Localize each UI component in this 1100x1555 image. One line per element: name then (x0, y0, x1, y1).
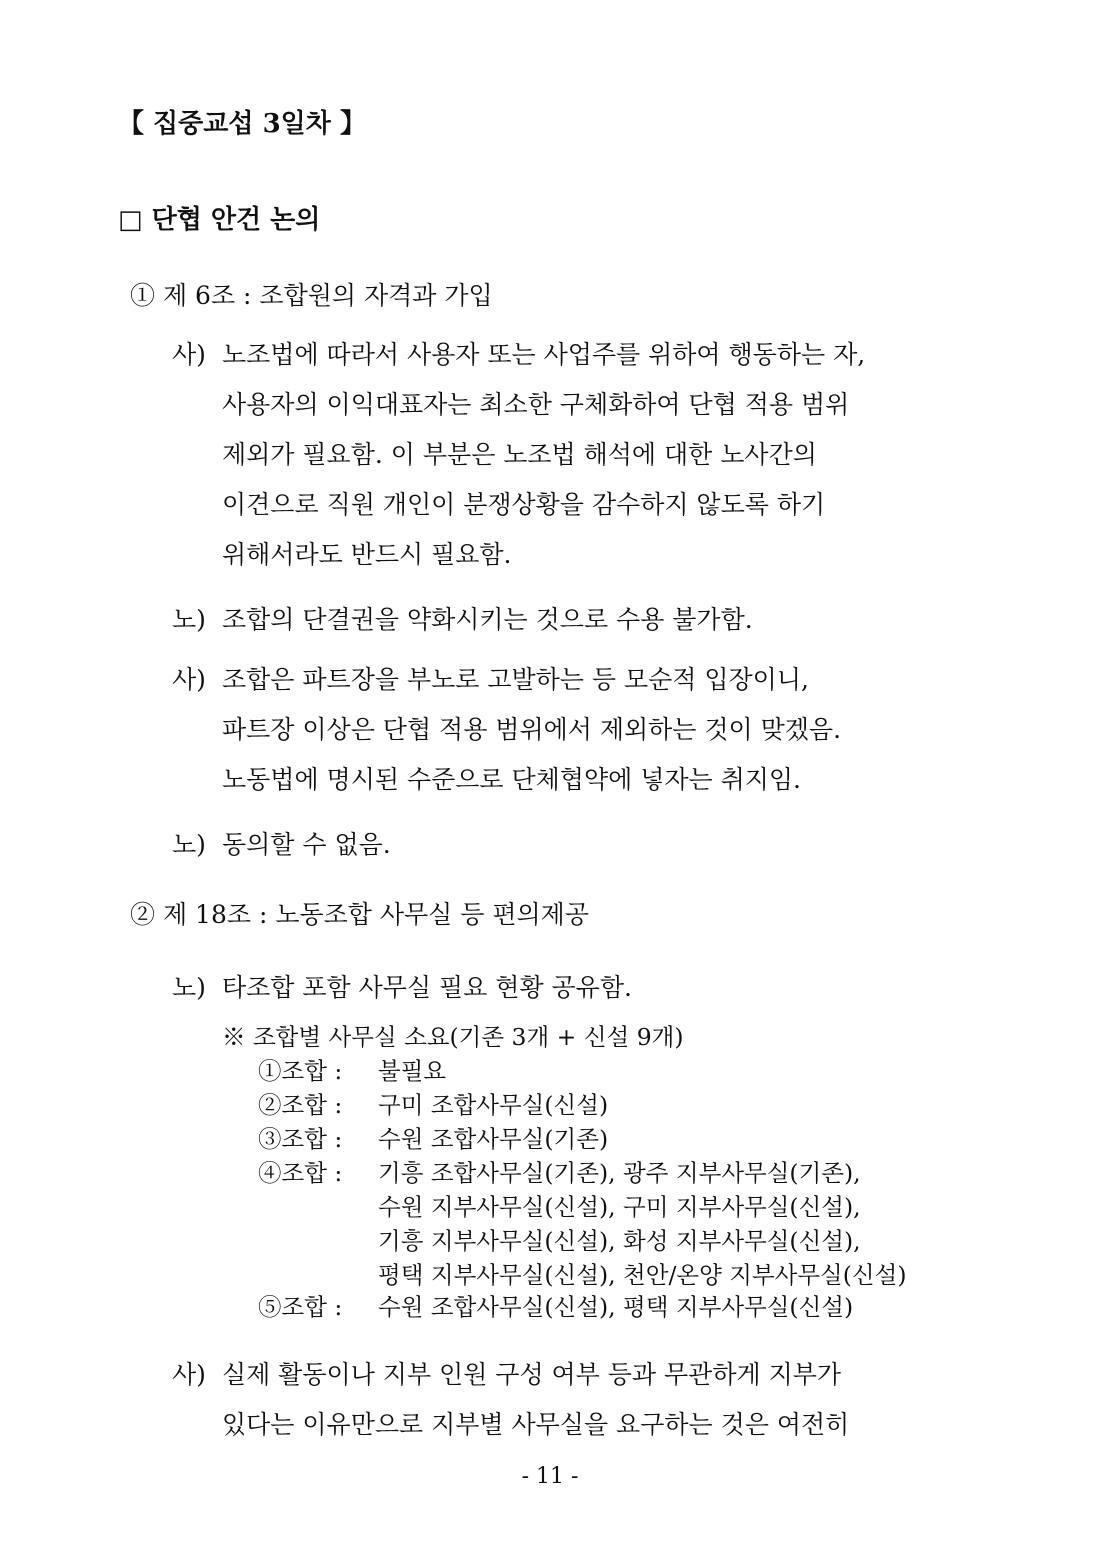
note-row-line: 수원 조합사무실(기존) (378, 1125, 609, 1153)
entry-line: 이견으로 직원 개인이 분쟁상황을 감수하지 않도록 하기 (222, 490, 826, 519)
note-row-label: ⑤조합 : (258, 1293, 343, 1321)
entry-line: 노조법에 따라서 사용자 또는 사업주를 위하여 행동하는 자, (222, 340, 866, 369)
speaker-label: 사) (172, 340, 206, 369)
page-number: - 11 - (521, 1464, 579, 1489)
entry-line: 있다는 이유만으로 지부별 사무실을 요구하는 것은 여전히 (222, 1410, 850, 1439)
item-heading: ② 제 18조 : 노동조합 사무실 등 편의제공 (130, 900, 589, 929)
section-heading: □ 단협 안건 논의 (118, 205, 321, 235)
speaker-label: 사) (172, 1360, 206, 1389)
note-row-label: ②조합 : (258, 1091, 343, 1119)
note-row-label: ③조합 : (258, 1125, 343, 1153)
note-row-label: ①조합 : (258, 1057, 343, 1085)
note-row-line: 평택 지부사무실(신설), 천안/온양 지부사무실(신설) (378, 1261, 907, 1289)
item-heading: ① 제 6조 : 조합원의 자격과 가입 (130, 281, 493, 310)
entry-line: 파트장 이상은 단협 적용 범위에서 제외하는 것이 맞겠음. (222, 715, 842, 744)
entry-line: 노동법에 명시된 수준으로 단체협약에 넣자는 취지임. (222, 765, 801, 794)
entry-line: 실제 활동이나 지부 인원 구성 여부 등과 무관하게 지부가 (222, 1360, 842, 1389)
note-row-line: 불필요 (378, 1057, 447, 1085)
document-title: 【 집중교섭 3일차 】 (118, 109, 366, 139)
entry-line: 동의할 수 없음. (222, 830, 391, 859)
speaker-label: 노) (172, 605, 206, 634)
note-row-label: ④조합 : (258, 1159, 343, 1187)
entry-line: 조합의 단결권을 약화시키는 것으로 수용 불가함. (222, 605, 753, 634)
entry-line: 사용자의 이익대표자는 최소한 구체화하여 단협 적용 범위 (222, 390, 850, 419)
note-row-line: 수원 조합사무실(신설), 평택 지부사무실(신설) (378, 1293, 854, 1321)
note-title: ※ 조합별 사무실 소요(기존 3개 + 신설 9개) (222, 1023, 684, 1051)
note-row-line: 구미 조합사무실(신설) (378, 1091, 609, 1119)
entry-line: 제외가 필요함. 이 부분은 노조법 해석에 대한 노사간의 (222, 440, 817, 469)
note-row-line: 기흥 지부사무실(신설), 화성 지부사무실(신설), (378, 1227, 861, 1255)
entry-line: 조합은 파트장을 부노로 고발하는 등 모순적 입장이니, (222, 665, 809, 694)
speaker-label: 노) (172, 830, 206, 859)
note-row-line: 수원 지부사무실(신설), 구미 지부사무실(신설), (378, 1193, 861, 1221)
speaker-label: 노) (172, 973, 206, 1002)
entry-line: 위해서라도 반드시 필요함. (222, 540, 512, 569)
entry-line: 타조합 포함 사무실 필요 현황 공유함. (222, 973, 632, 1002)
note-row-line: 기흥 조합사무실(기존), 광주 지부사무실(기존), (378, 1159, 861, 1187)
speaker-label: 사) (172, 665, 206, 694)
